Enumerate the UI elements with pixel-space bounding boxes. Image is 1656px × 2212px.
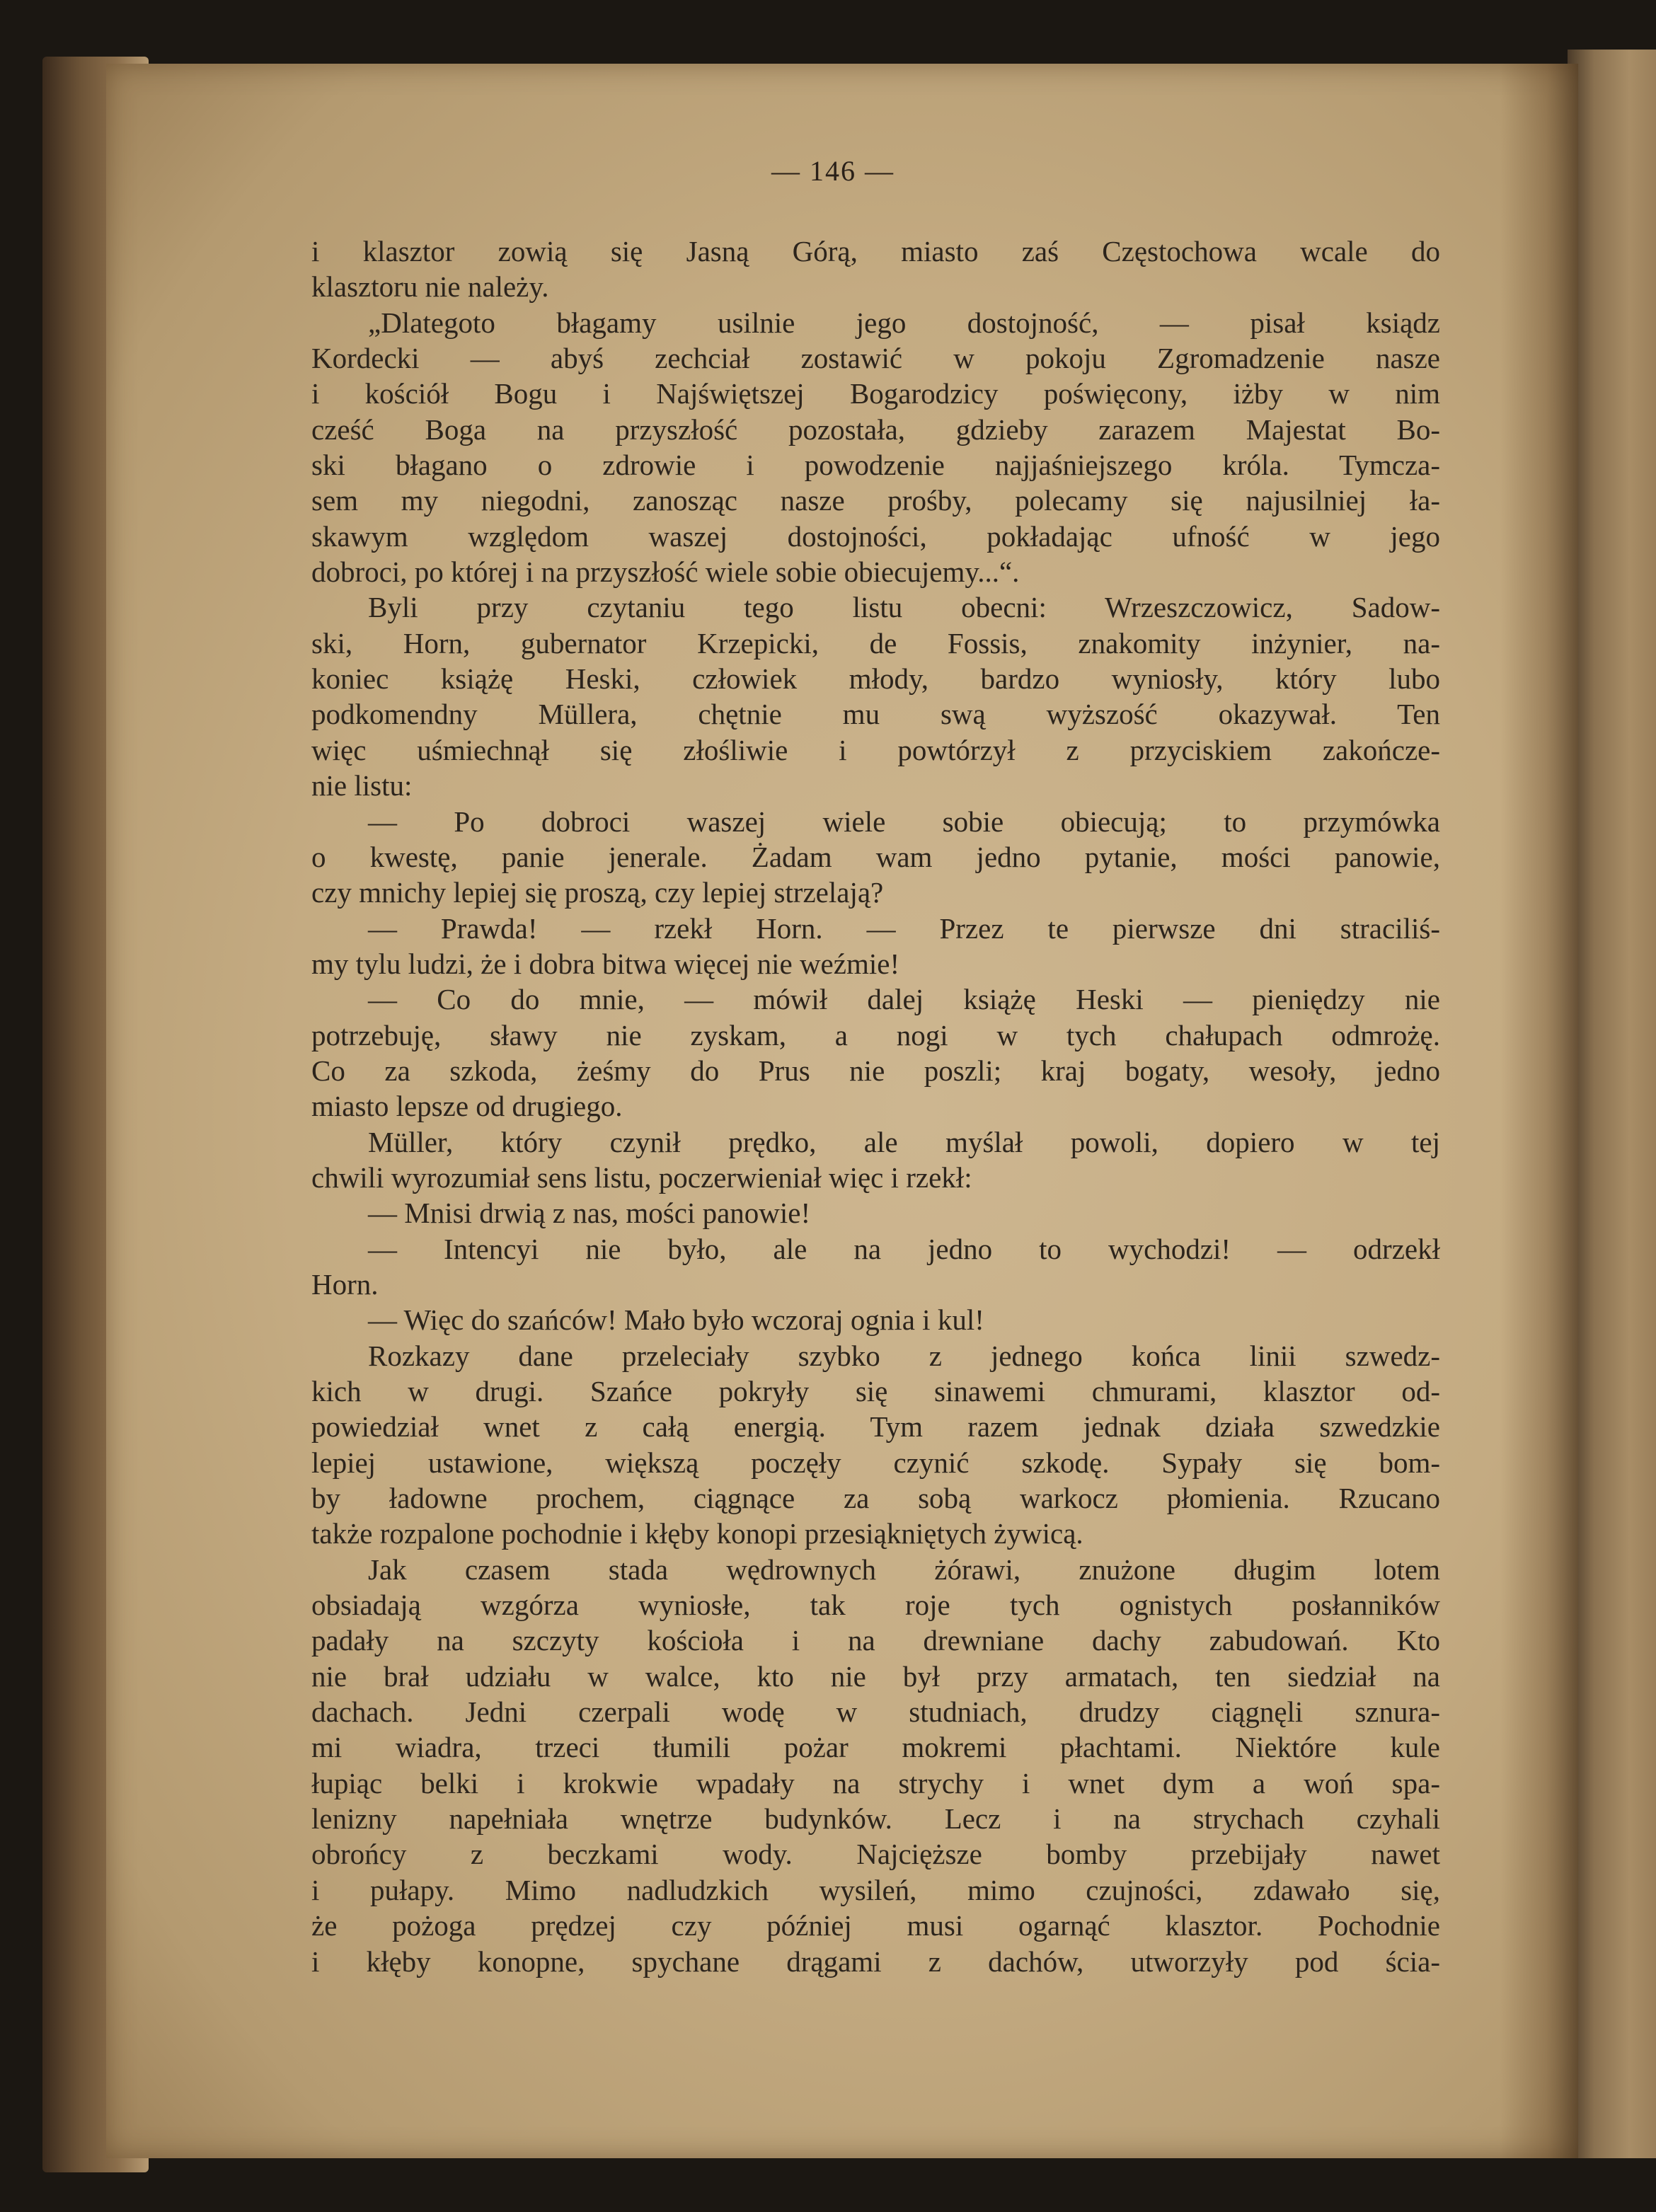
text-line: mi wiadra, trzeci tłumili pożar mokremi płachtami. Niektóre kule: [311, 1731, 1440, 1764]
text-line: koniec książę Heski, człowiek młody, bardzo wyniosły, który lubo: [311, 662, 1440, 696]
text-line: by ładowne prochem, ciągnące za sobą warkocz płomienia. Rzucano: [311, 1482, 1440, 1515]
text-line: sem my niegodni, zanosząc nasze prośby, polecamy się najusilniej ła-: [311, 484, 1440, 517]
text-line: skawym względom waszej dostojności, pokładając ufność w jego: [311, 519, 1440, 553]
text-line: — Prawda! — rzekł Horn. — Przez te pierwsze dni straciliś-: [368, 911, 1440, 945]
text-line: — Więc do szańców! Mało było wczoraj ognia i kul!: [368, 1303, 984, 1337]
text-line: — Mnisi drwią z nas, mości panowie!: [368, 1197, 811, 1230]
text-line: miasto lepsze od drugiego.: [311, 1090, 623, 1123]
facing-page-edge: [1568, 50, 1656, 2158]
text-line: ski błagano o zdrowie i powodzenie najjaśniejszego króla. Tymcza-: [311, 449, 1440, 482]
text-line: cześć Boga na przyszłość pozostała, gdzieby zarazem Majestat Bo-: [311, 413, 1440, 446]
text-line: Jak czasem stada wędrownych żórawi, znużone długim lotem: [368, 1553, 1440, 1586]
text-line: my tylu ludzi, że i dobra bitwa więcej nie weźmie!: [311, 947, 900, 980]
text-line: Co za szkoda, żeśmy do Prus nie poszli; kraj bogaty, wesoły, jedno: [311, 1054, 1440, 1087]
text-line: o kwestę, panie jenerale. Żadam wam jedno pytanie, mości panowie,: [311, 840, 1440, 873]
text-line: padały na szczyty kościoła i na drewniane dachy zabudowań. Kto: [311, 1624, 1440, 1657]
text-line: więc uśmiechnął się złośliwie i powtórzył z przyciskiem zakończe-: [311, 733, 1440, 766]
text-line: i kłęby konopne, spychane drągami z dachów, utworzyły pod ścia-: [311, 1945, 1440, 1978]
text-line: lepiej ustawione, większą poczęły czynić szkodę. Sypały się bom-: [311, 1446, 1440, 1479]
text-line: obrońcy z beczkami wody. Najcięższe bomby przebijały nawet: [311, 1838, 1440, 1871]
text-line: i pułapy. Mimo nadludzkich wysileń, mimo czujności, zdawało się,: [311, 1873, 1440, 1906]
text-line: — Intencyi nie było, ale na jedno to wychodzi! — odrzekł: [368, 1232, 1440, 1265]
text-line: podkomendny Müllera, chętnie mu swą wyższość okazywał. Ten: [311, 698, 1440, 731]
text-line: dachach. Jedni czerpali wodę w studniach, drudzy ciągnęli sznura-: [311, 1695, 1440, 1729]
text-line: nie brał udziału w walce, kto nie był przy armatach, ten siedział na: [311, 1659, 1440, 1693]
text-line: klasztoru nie należy.: [311, 270, 549, 304]
text-line: dobroci, po której i na przyszłość wiele sobie obiecujemy...“.: [311, 555, 1020, 589]
body-text: [311, 234, 1440, 1979]
gutter-shadow: [1500, 64, 1578, 2158]
text-line: chwili wyrozumiał sens listu, poczerwieniał więc i rzekł:: [311, 1160, 972, 1194]
text-line: ski, Horn, gubernator Krzepicki, de Fossis, znakomity inżynier, na-: [311, 626, 1440, 659]
text-line: Rozkazy dane przeleciały szybko z jednego końca linii szwedz-: [368, 1339, 1440, 1372]
text-line: i kościół Bogu i Najświętszej Bogarodzicy poświęcony, iżby w nim: [311, 377, 1440, 410]
text-line: potrzebuję, sławy nie zyskam, a nogi w tych chałupach odmrożę.: [311, 1018, 1440, 1052]
text-line: Horn.: [311, 1267, 379, 1301]
text-line: nie listu:: [311, 769, 413, 802]
text-line: że pożoga prędzej czy później musi ogarnąć klasztor. Pochodnie: [311, 1909, 1440, 1942]
text-line: także rozpalone pochodnie i kłęby konopi przesiąkniętych żywicą.: [311, 1517, 1083, 1550]
text-line: czy mnichy lepiej się proszą, czy lepiej strzelają?: [311, 876, 884, 909]
page-number-header: [0, 154, 1656, 188]
text-line: łupiąc belki i krokwie wpadały na strychy i wnet dym a woń spa-: [311, 1766, 1440, 1799]
text-line: obsiadają wzgórza wyniosłe, tak roje tych ognistych posłanników: [311, 1589, 1440, 1622]
page-number: — 146 —: [771, 155, 895, 187]
text-line: lenizny napełniała wnętrze budynków. Lecz i na strychach czyhali: [311, 1802, 1440, 1836]
text-line: kich w drugi. Szańce pokryły się sinawemi chmurami, klasztor od-: [311, 1375, 1440, 1407]
text-line: Müller, który czynił prędko, ale myślał powoli, dopiero w tej: [368, 1125, 1440, 1158]
text-line: Byli przy czytaniu tego listu obecni: Wrzeszczowicz, Sadow-: [368, 591, 1440, 624]
text-line: i klasztor zowią się Jasną Górą, miasto zaś Częstochowa wcale do: [311, 235, 1440, 267]
text-line: Kordecki — abyś zechciał zostawić w pokoju Zgromadzenie nasze: [311, 342, 1440, 375]
text-line: — Co do mnie, — mówił dalej książę Heski — pieniędzy nie: [368, 983, 1440, 1016]
text-line: — Po dobroci waszej wiele sobie obiecują; to przymówka: [368, 805, 1440, 838]
text-line: „Dlategoto błagamy usilnie jego dostojność, — pisał ksiądz: [368, 306, 1440, 339]
text-line: powiedział wnet z całą energią. Tym razem jednak działa szwedzkie: [311, 1410, 1440, 1444]
